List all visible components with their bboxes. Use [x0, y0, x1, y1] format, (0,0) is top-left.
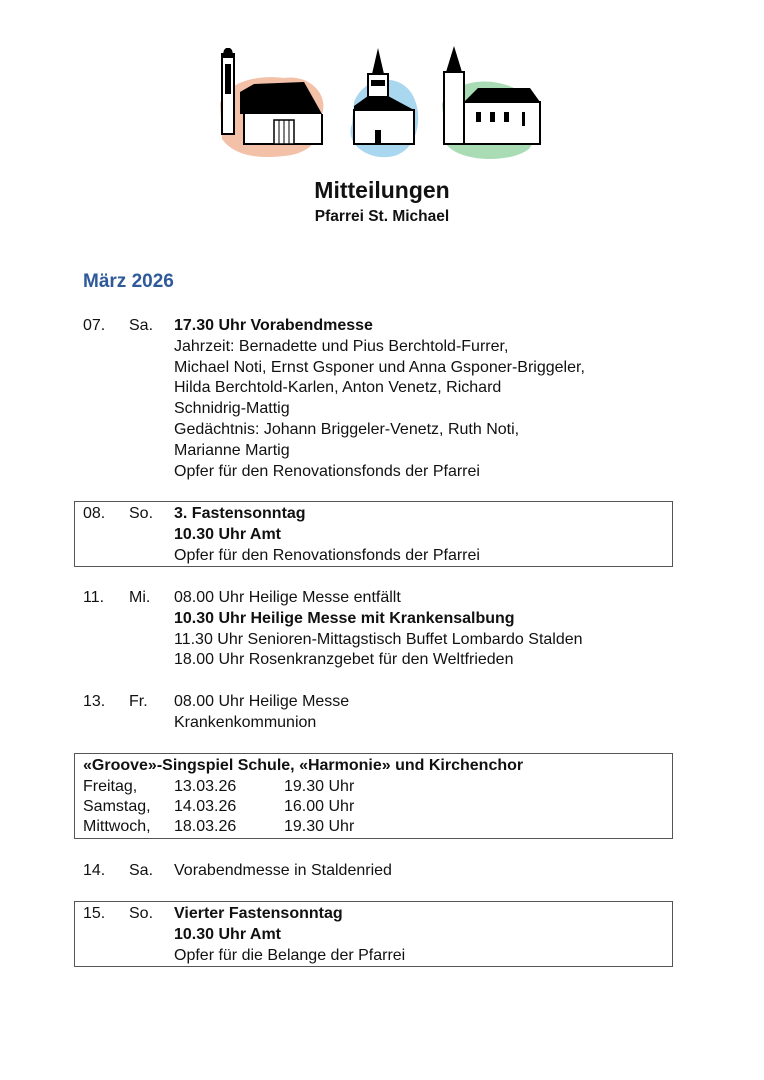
church-middle-icon — [350, 48, 418, 157]
entry-weekday: Mi. — [129, 589, 151, 606]
entry-line: 10.30 Uhr Amt — [174, 925, 281, 943]
concert-time: 19.30 Uhr — [284, 818, 355, 835]
entry-line: Krankenkommunion — [174, 713, 317, 731]
concert-time: 19.30 Uhr — [284, 778, 355, 795]
entry-line: 11.30 Uhr Senioren-Mittagstisch Buffet Lombardo Stalden — [174, 630, 583, 648]
entry-lines — [174, 861, 392, 882]
entry-line: Vorabendmesse in Staldenried — [174, 862, 392, 879]
entry-lines — [174, 588, 583, 671]
entry-day: 13. — [83, 693, 106, 710]
entry-line: 08.00 Uhr Heilige Messe entfällt — [174, 589, 401, 606]
entry-lines — [174, 504, 480, 566]
entry-lines — [174, 904, 405, 966]
entry-day: 11. — [83, 589, 105, 606]
entry-line: Schnidrig-Mattig — [174, 400, 290, 418]
entry-day: 14. — [83, 862, 106, 879]
entry-line: Opfer für den Renovationsfonds der Pfarrei — [174, 462, 480, 480]
entry-line: Vierter Fastensonntag — [174, 905, 343, 922]
parish-churches-logo — [214, 44, 544, 164]
entry-line: Gedächtnis: Johann Briggeler-Venetz, Ruth Noti, — [174, 420, 520, 438]
concert-title: «Groove»-Singspiel Schule, «Harmonie» und Kirchenchor — [83, 757, 524, 774]
church-left-icon — [220, 48, 323, 157]
concert-weekday: Freitag, — [83, 778, 138, 795]
entry-weekday: Fr. — [129, 693, 148, 710]
entry-line: 10.30 Uhr Heilige Messe mit Krankensalbung — [174, 609, 515, 627]
page-subtitle: Pfarrei St. Michael — [314, 208, 450, 225]
entry-line: 17.30 Uhr Vorabendmesse — [174, 317, 373, 334]
entry-line: 10.30 Uhr Amt — [174, 525, 281, 543]
entry-lines — [174, 316, 585, 482]
concert-box — [74, 753, 673, 839]
concert-date: 14.03.26 — [174, 798, 237, 815]
entry-line: Opfer für die Belange der Pfarrei — [174, 946, 406, 964]
entry-weekday: So. — [129, 505, 154, 522]
month-heading: März 2026 — [83, 271, 174, 292]
entry-line: 08.00 Uhr Heilige Messe — [174, 693, 350, 710]
concert-weekday: Mittwoch, — [83, 818, 151, 835]
entry-weekday: Sa. — [129, 862, 154, 879]
entry-day: 15. — [83, 905, 106, 922]
page-title: Mitteilungen — [314, 177, 450, 203]
church-right-icon — [442, 46, 540, 159]
concert-date: 13.03.26 — [174, 778, 237, 795]
entry-line: Jahrzeit: Bernadette und Pius Berchtold-Furrer, — [174, 337, 509, 355]
entry-line: Marianne Martig — [174, 441, 290, 459]
entry-day: 07. — [83, 317, 106, 334]
entry-line: Michael Noti, Ernst Gsponer und Anna Gsponer-Briggeler, — [174, 358, 585, 376]
entry-day: 08. — [83, 505, 106, 522]
entry-weekday: Sa. — [129, 317, 154, 334]
entry-line: Opfer für den Renovationsfonds der Pfarrei — [174, 546, 480, 564]
entry-line: Hilda Berchtold-Karlen, Anton Venetz, Richard — [174, 379, 502, 397]
entry-line: 18.00 Uhr Rosenkranzgebet für den Weltfrieden — [174, 651, 514, 669]
concert-weekday: Samstag, — [83, 798, 151, 815]
entry-weekday: So. — [129, 905, 154, 922]
entry-line: 3. Fastensonntag — [174, 505, 306, 522]
concert-date: 18.03.26 — [174, 818, 237, 835]
concert-time: 16.00 Uhr — [284, 798, 355, 815]
entry-lines — [174, 692, 349, 734]
